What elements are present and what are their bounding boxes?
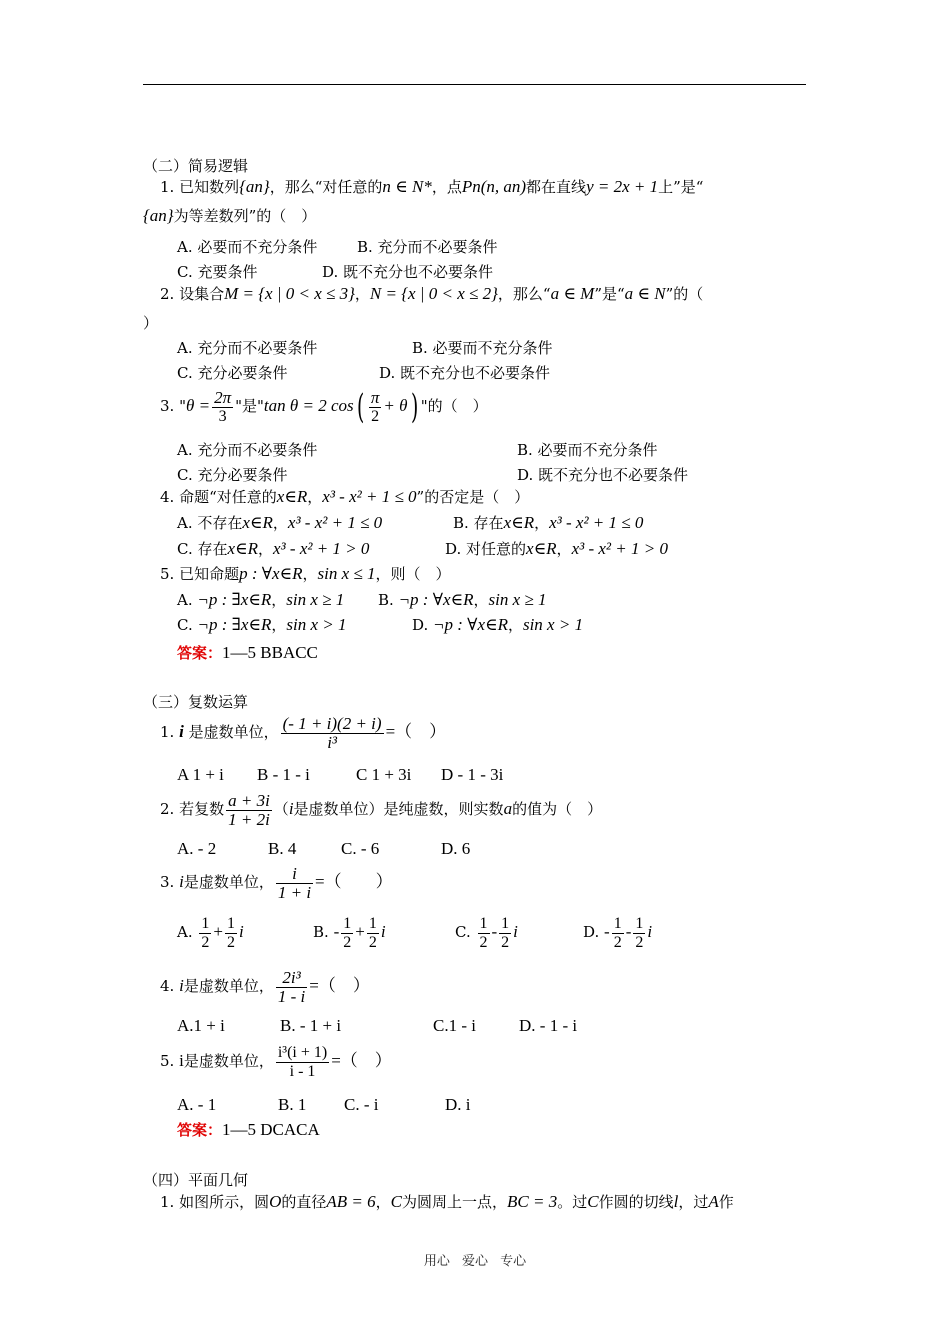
math-expr: y = 2x + 1 [586, 177, 659, 196]
footer-text: 用心 [423, 1254, 450, 1269]
math-expr: a ∈ M [550, 284, 595, 303]
complex-q1-option-c: C 1 + 3i [356, 765, 412, 784]
complex-q5-stem: 5. i是虚数单位， $\frac{\text{i³(i + 1)}}{i - 1}$ =（ ） [160, 1043, 392, 1080]
answer-text: 1—5 DCACA [222, 1120, 320, 1139]
fraction-complex-q5: $\frac{\text{i³(i + 1)}}{i - 1}$ [277, 1043, 328, 1080]
complex-q2-stem: 2. 若复数 $\frac{a + 3i}{1 + 2i}$ （i是虚数单位）是纯虚数，则实数a的值为（ ） [160, 790, 603, 829]
logic-q5-option-c: C. ¬p : ∃x∈R，sin x > 1 [177, 615, 347, 634]
q-text: ，那么“ [497, 285, 551, 303]
complex-q1-stem: 1. i 是虚数单位， $\frac{(- 1 + i)(2 + i)}{\text{i³}}$ =（ ） [160, 713, 447, 752]
q-text: "的（ ） [420, 397, 488, 415]
complex-q5-option-c: C. - i [344, 1095, 379, 1114]
complex-q4-option-b: B. - 1 + i [280, 1016, 342, 1035]
logic-q1-stem [160, 178, 703, 196]
complex-q2-option-c: C. - 6 [341, 839, 380, 858]
math-expr: M = {x | 0 < x ≤ 3} [224, 284, 355, 303]
complex-q5-option-d: D. i [445, 1095, 471, 1114]
complex-q4-option-a: A.1 + i [177, 1016, 225, 1035]
complex-q1-option-a: A 1 + i [177, 765, 224, 784]
complex-q1-option-d: D - 1 - 3i [441, 765, 504, 784]
logic-q1-option-c: C. 充要条件 [177, 263, 258, 281]
q-text: ， [307, 488, 323, 506]
footer-text: 爱心 [461, 1254, 488, 1269]
section-title-complex: （三）复数运算 [143, 693, 249, 711]
q-text: 上”是“ [658, 178, 704, 196]
math-expr: n ∈ N* [382, 177, 432, 196]
logic-q1-stem-cont [143, 207, 316, 225]
math-expr: x³ - x² + 1 ≤ 0 [322, 487, 417, 506]
answer-label: 答案： [177, 1121, 223, 1139]
fraction-complex-q3: $\frac{i}{1 + i}$ [277, 863, 312, 902]
logic-q2-option-d: D. 既不充分也不必要条件 [379, 364, 551, 382]
left-paren: ( [356, 387, 364, 427]
math-expr: x∈R [276, 487, 308, 506]
logic-q2-option-b: B. 必要而不充分条件 [412, 339, 553, 357]
math-expr: N = {x | 0 < x ≤ 2} [369, 284, 498, 303]
complex-q3-option-c: C. $\frac{1}{2}$ - $\frac{1}{2}$ i [455, 914, 518, 951]
answer-label: 答案： [177, 644, 223, 662]
logic-q3-stem [160, 386, 488, 426]
complex-q3-option-d: D. - $\frac{1}{2}$ - $\frac{1}{2}$ i [583, 914, 653, 951]
q-text: ， [354, 285, 370, 303]
logic-answer [177, 644, 318, 662]
complex-q5-option-b: B. 1 [278, 1095, 307, 1114]
section-title-geometry: （四）平面几何 [143, 1171, 249, 1189]
logic-q3-option-c: C. 充分必要条件 [177, 466, 288, 484]
q-text: ”是“ [594, 285, 625, 303]
complex-q5-option-a: A. - 1 [177, 1095, 217, 1114]
math-expr: p : ∀x∈R [239, 564, 303, 583]
logic-q3-option-a: A. 充分而不必要条件 [177, 441, 318, 459]
math-expr: + θ [383, 396, 408, 415]
logic-q2-stem [160, 285, 703, 303]
math-expr: {an} [143, 206, 174, 225]
geometry-q1-stem: 1. 如图所示，圆O的直径AB = 6，C为圆周上一点，BC = 3。过C作圆的切线l，过A作 [160, 1192, 734, 1211]
header-rule [143, 84, 806, 85]
section-title-logic: （二）简易逻辑 [143, 157, 249, 175]
logic-q4-option-a: A. 不存在x∈R，x³ - x² + 1 ≤ 0 [177, 513, 383, 532]
complex-q4-option-c: C.1 - i [433, 1016, 476, 1035]
q-text: ”的否定是（ ） [416, 488, 530, 506]
complex-q3-option-a: A. $\frac{1}{2}$ + $\frac{1}{2}$ i [177, 914, 244, 951]
logic-q5-option-d: D. ¬p : ∀x∈R，sin x > 1 [412, 615, 584, 634]
logic-q4-stem [160, 488, 529, 506]
fraction-complex-q2: $\frac{a + 3i}{1 + 2i}$ [228, 790, 270, 829]
page-footer [0, 1250, 950, 1269]
q-text: 1. 已知数列 [160, 178, 240, 196]
logic-q4-option-c: C. 存在x∈R，x³ - x² + 1 > 0 [177, 539, 370, 558]
right-paren: ) [410, 387, 418, 427]
q-text: ，点 [431, 178, 462, 196]
complex-q3-stem: 3. i是虚数单位， $\frac{i}{1 + i}$ =（ ） [160, 863, 393, 902]
q-text: 3. " [160, 397, 186, 415]
logic-q2-option-a: A. 充分而不必要条件 [177, 339, 318, 357]
complex-q2-option-b: B. 4 [268, 839, 297, 858]
math-expr: {an} [239, 177, 270, 196]
logic-q4-option-b: B. 存在x∈R，x³ - x² + 1 ≤ 0 [453, 513, 644, 532]
complex-q3-option-b: B. - $\frac{1}{2}$ + $\frac{1}{2}$ i [313, 914, 386, 951]
complex-answer [177, 1121, 320, 1139]
q-text: 都在直线 [526, 178, 587, 196]
q-text: 2. 设集合 [160, 285, 225, 303]
logic-q1-option-a: A. 必要而不充分条件 [177, 238, 318, 256]
q-text: 为等差数列”的（ ） [173, 207, 317, 225]
logic-q3-option-b: B. 必要而不充分条件 [517, 441, 658, 459]
logic-q4-option-d: D. 对任意的x∈R，x³ - x² + 1 > 0 [445, 539, 668, 558]
logic-q5-stem: 5. 已知命题p : ∀x∈R，sin x ≤ 1，则（ ） [160, 564, 451, 583]
math-expr: sin x ≤ 1 [317, 564, 376, 583]
complex-q2-option-a: A. - 2 [177, 839, 217, 858]
math-expr: Pn(n, an) [461, 177, 527, 196]
fraction-pi-over-2: $\frac{\pi}{2}$ [370, 387, 380, 425]
q-text: ，那么“对任意的 [269, 178, 383, 196]
footer-text: 专心 [500, 1254, 527, 1269]
logic-q5-option-a: A. ¬p : ∃x∈R，sin x ≥ 1 [177, 590, 345, 609]
answer-text: 1—5 BBACC [222, 643, 318, 662]
q-text: "是" [235, 397, 264, 415]
complex-q1-option-b: B - 1 - i [257, 765, 310, 784]
q-text: ”的（ [665, 285, 704, 303]
logic-q2-option-c: C. 充分必要条件 [177, 364, 288, 382]
math-expr: tan θ = 2 cos [263, 396, 354, 415]
complex-q4-option-d: D. - 1 - i [519, 1016, 578, 1035]
fraction-complex-q4: $\frac{\text{2i³}}{1 - i}$ [277, 967, 306, 1006]
complex-q4-stem: 4. i是虚数单位， $\frac{\text{2i³}}{1 - i}$ =（ ） [160, 967, 370, 1006]
logic-q1-option-b: B. 充分而不必要条件 [357, 238, 498, 256]
fraction-complex-q1: $\frac{(- 1 + i)(2 + i)}{\text{i³}}$ [282, 713, 382, 752]
logic-q3-option-d: D. 既不充分也不必要条件 [517, 466, 689, 484]
logic-q2-tail: ） [143, 314, 159, 332]
complex-q2-option-d: D. 6 [441, 839, 471, 858]
fraction-2pi-over-3: $\frac{2\pi}{3}$ [214, 387, 232, 425]
math-expr: θ = [185, 396, 211, 415]
math-expr: a ∈ N [624, 284, 666, 303]
logic-q1-option-d: D. 既不充分也不必要条件 [322, 263, 494, 281]
q-text: 4. 命题“对任意的 [160, 488, 277, 506]
logic-q5-option-b: B. ¬p : ∀x∈R，sin x ≥ 1 [378, 590, 547, 609]
